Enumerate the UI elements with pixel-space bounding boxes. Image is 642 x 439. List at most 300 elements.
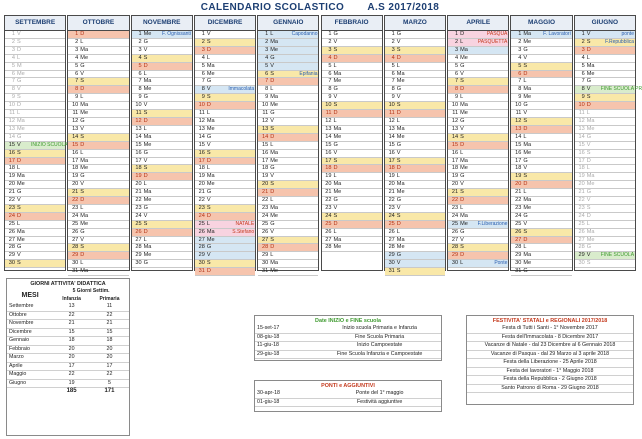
day-number: 4 [328,54,332,61]
day-number: 5 [518,62,522,69]
day-number: 15 [72,141,79,148]
day-row [132,134,192,142]
weekday: Me [80,110,89,117]
day-number: 18 [325,165,332,172]
day-row [448,78,508,86]
weekday: V [586,86,591,93]
weekday: D [523,70,528,77]
day-number: 14 [198,133,205,140]
weekday: Me [270,102,278,109]
weekday: Ma [270,149,278,156]
day-row [511,165,571,173]
primaria-cell: 21 [90,320,129,329]
day-number: 8 [138,86,142,93]
festivita-cell: Festa della Repubblica - 2 Giugno 2018 [467,376,633,385]
day-number: 7 [138,78,142,85]
day-number: 10 [198,102,205,109]
festivita-panel [466,315,634,405]
day-row [195,110,255,118]
day-row [68,118,128,126]
day-row [511,229,571,237]
day-row [575,173,635,181]
day-row [132,102,192,110]
festivita-cell: Santo Patrono di Roma - 29 Giugno 2018 [467,384,633,393]
weekday: L [586,54,590,61]
day-number: 23 [451,204,459,211]
day-row [385,205,445,213]
weekday: Me [270,157,278,164]
day-row [511,71,571,79]
weekday: D [523,236,528,243]
month-cell: Dicembre [7,328,53,337]
day-number: 22 [198,197,205,204]
inizio-row [255,350,441,359]
day-row [448,165,508,173]
weekday: D [333,110,338,117]
day-note: Immacolata [228,86,255,93]
weekday: Ma [80,46,89,53]
day-number: 30 [8,260,15,267]
description-cell: Fine Scuola Infanzia e Campoestate [318,350,441,359]
day-number: 7 [265,78,269,85]
day-number: 15 [388,141,395,148]
day-row [132,260,192,268]
day-number: 27 [578,236,585,243]
weekday: V [586,31,591,37]
day-number: 7 [391,78,395,85]
day-number: 11 [9,110,15,117]
day-row [575,71,635,79]
month-cell: Gennaio [7,337,53,346]
weekday: D [460,141,465,148]
weekday: V [80,181,85,188]
day-row [195,150,255,158]
weekday: D [586,212,591,219]
month-cell: Settembre [7,303,53,311]
weekday: Me [80,220,89,227]
day-number: 2 [454,38,459,45]
giorni-row [7,354,129,363]
day-row [575,229,635,237]
day-number: 24 [451,212,459,219]
giorni-row [7,371,129,380]
weekday: V [460,125,464,132]
weekday: L [143,181,147,188]
day-number: 11 [452,110,459,117]
weekday: S [143,220,148,227]
weekday: S [586,38,591,45]
day-number: 24 [135,212,142,219]
day-number: 19 [515,173,522,180]
day-row [258,237,318,245]
day-number: 22 [578,197,585,204]
day-row [322,118,382,126]
day-number: 29 [451,252,459,259]
weekday: L [80,149,84,156]
weekday: G [270,54,275,61]
day-row [385,142,445,150]
month-maggio [510,15,572,275]
day-number: 20 [388,181,395,188]
weekday: V [143,102,148,109]
day-row [5,31,65,39]
day-row [132,173,192,181]
day-number: 22 [451,197,459,204]
day-row [132,150,192,158]
day-row [322,150,382,158]
weekday: Ma [333,125,342,132]
month-header: MAGGIO [511,16,571,31]
day-row [132,181,192,189]
giorni-row [7,320,129,329]
festivita-table [467,325,633,393]
day-number: 10 [8,102,15,109]
day-row [448,126,508,134]
weekday: G [523,102,528,109]
inizio-table [255,325,441,359]
weekday: Ma [460,157,468,164]
day-number: 18 [578,165,585,172]
day-row [195,260,255,268]
weekday: Ma [80,102,89,109]
day-row [322,31,382,39]
weekday: Me [143,31,152,37]
day-row [448,55,508,63]
day-row [5,252,65,260]
month-cell: Ottobre [7,311,53,320]
weekday: D [333,165,338,172]
day-number: 7 [201,78,205,85]
weekday: D [523,181,528,188]
weekday: G [270,165,275,172]
day-row [322,78,382,86]
day-row [195,197,255,205]
day-row [195,165,255,173]
day-number: 12 [135,117,142,124]
day-number: 16 [578,149,585,156]
weekday: G [143,94,148,101]
day-row [258,55,318,63]
day-row [385,31,445,39]
day-row [575,126,635,134]
weekday: S [80,244,85,251]
weekday: Me [270,212,278,219]
day-row [132,229,192,237]
day-number: 1 [201,31,205,37]
weekday: Me [586,236,595,243]
day-number: 9 [391,94,395,101]
day-number: 11 [72,110,79,117]
day-number: 2 [75,38,79,45]
day-number: 17 [198,157,205,164]
weekday: Me [17,181,25,188]
day-row [511,213,571,221]
total-infanzia: 185 [66,388,77,394]
weekday: Me [80,54,89,61]
day-number: 12 [515,117,522,124]
day-number: 20 [451,181,459,188]
weekday: L [460,38,464,45]
day-number: 7 [11,78,15,85]
weekday: V [143,157,148,164]
day-number: 12 [8,117,15,124]
day-note: F. Ognissanti [161,31,191,37]
weekday: G [80,228,85,235]
day-number: 11 [388,110,395,117]
day-row [448,118,508,126]
day-row [448,142,508,150]
day-row [448,134,508,142]
day-row [575,142,635,150]
weekday: L [460,94,464,101]
weekday: Me [586,181,595,188]
weekday: G [333,31,338,37]
day-number: 11 [262,110,269,117]
festivita-cell: Vacanze di Pasqua - dal 29 Marzo al 3 aprile 2018 [467,350,633,359]
day-number: 1 [265,31,269,37]
day-number: 24 [515,212,522,219]
day-number: 3 [391,46,395,53]
day-number: 25 [578,220,585,227]
day-row [132,110,192,118]
day-number: 26 [388,228,395,235]
day-row [322,237,382,245]
day-row [132,78,192,86]
day-number: 26 [135,228,142,235]
day-number: 1 [138,31,142,37]
day-number: 6 [265,70,269,77]
day-number: 25 [325,220,332,227]
primaria-cell: 17 [90,362,129,371]
weekday: D [270,244,275,251]
weekday: G [206,133,212,140]
weekday: D [206,268,211,275]
day-row [385,39,445,47]
day-number: 5 [328,62,332,69]
day-number: 24 [8,212,15,219]
day-row [5,126,65,134]
weekday: L [460,260,464,267]
weekday: S [80,78,85,85]
day-number: 9 [328,94,332,101]
day-row [5,86,65,94]
day-number: 23 [135,204,142,211]
day-number: 18 [8,165,15,172]
weekday: G [17,244,22,251]
infanzia-cell: 22 [53,371,90,380]
month-dicembre [194,15,256,275]
weekday: V [80,236,85,243]
day-row [258,205,318,213]
weekday: V [270,117,274,124]
weekday: Ma [396,181,405,188]
day-number: 30 [578,260,585,267]
day-row [385,71,445,79]
weekday: Ma [523,252,532,259]
weekday: S [523,62,528,69]
day-number: 4 [138,54,142,61]
day-row [385,189,445,197]
day-row [448,173,508,181]
day-row [258,63,318,71]
day-number: 22 [8,197,15,204]
day-row [258,229,318,237]
weekday: S [270,125,274,132]
day-row [322,102,382,110]
day-row [511,142,571,150]
weekday: V [333,204,338,211]
primaria-cell: 5 [90,379,129,388]
month-header: GIUGNO [575,16,635,31]
day-row [132,71,192,79]
day-row [448,102,508,110]
weekday: G [206,244,212,251]
day-row [195,63,255,71]
month-header: MARZO [385,16,445,31]
day-number: 28 [578,244,585,251]
day-row [195,55,255,63]
weekday: G [460,117,465,124]
weekday: Ma [333,236,342,243]
weekday: V [586,197,591,204]
day-row [448,39,508,47]
day-row [448,260,508,268]
weekday: L [270,31,274,37]
day-number: 27 [261,236,269,243]
weekday: Me [17,70,25,77]
weekday: L [460,204,464,211]
day-number: 11 [135,110,142,117]
day-number: 30 [515,260,522,267]
weekday: L [80,94,84,101]
day-number: 1 [328,31,332,37]
day-number: 4 [454,54,459,61]
month-header: OTTOBRE [68,16,128,31]
day-number: 29 [388,252,395,259]
weekday: V [270,228,274,235]
weekday: L [17,54,21,61]
day-number: 1 [454,31,459,37]
day-number: 28 [135,244,142,251]
weekday: D [396,165,401,172]
weekday: V [80,125,85,132]
day-number: 10 [261,102,269,109]
day-row [511,78,571,86]
day-row [385,229,445,237]
day-number: 28 [515,244,522,251]
day-row [5,221,65,229]
day-row [5,189,65,197]
weekday: S [460,189,464,196]
day-number: 8 [201,86,205,93]
day-number: 11 [325,110,332,117]
weekday: Me [396,78,405,85]
weekday: L [143,125,147,132]
day-row [385,173,445,181]
day-row [575,134,635,142]
day-number: 20 [515,181,522,188]
day-row [575,237,635,245]
day-number: 27 [198,236,205,243]
day-number: 21 [8,189,15,196]
day-row [5,260,65,268]
day-row [448,47,508,55]
day-number: 20 [135,181,142,188]
weekday: G [523,157,528,164]
weekday: Ma [396,70,405,77]
month-cell: Aprile [7,362,53,371]
day-number: 8 [75,86,79,93]
weekday: Ma [523,31,532,37]
day-row [511,150,571,158]
weekday: G [80,173,85,180]
weekday: V [523,220,528,227]
day-number: 22 [135,197,142,204]
day-row [132,221,192,229]
day-row [385,150,445,158]
weekday: D [586,46,591,53]
weekday: S [143,165,148,172]
day-row [575,47,635,55]
day-number: 13 [135,125,142,132]
day-row [511,268,571,276]
day-row [258,110,318,118]
weekday: D [460,197,465,204]
weekday: D [460,252,465,259]
day-row [5,213,65,221]
day-number: 15 [451,141,459,148]
primaria-cell: 20 [90,345,129,354]
day-row [68,47,128,55]
day-row [68,134,128,142]
weekday: L [206,165,211,172]
day-number: 8 [328,86,332,93]
day-number: 13 [198,125,205,132]
inizio-fine-panel [254,315,442,361]
day-row [511,126,571,134]
weekday: V [206,252,211,259]
infanzia-cell: 19 [53,379,90,388]
day-row [322,142,382,150]
day-row [258,94,318,102]
day-row [511,252,571,260]
day-number: 5 [138,62,142,69]
weekday: G [333,86,338,93]
weekday: S [270,236,274,243]
weekday: D [270,133,275,140]
day-number: 19 [8,173,15,180]
day-row [448,71,508,79]
day-number: 3 [581,46,585,53]
weekday: Me [523,149,532,156]
day-row [258,158,318,166]
day-number: 14 [578,133,585,140]
weekday: Me [586,70,595,77]
day-number: 28 [72,244,79,251]
day-row [258,47,318,55]
day-number: 15 [578,141,585,148]
day-number: 29 [578,252,585,259]
day-number: 29 [72,252,79,259]
ponti-title: PONTI e AGGIUNTIVI [321,383,375,389]
day-number: 13 [515,125,522,132]
giorni-row [7,379,129,388]
primaria-cell: 22 [90,311,129,320]
day-row [575,31,635,39]
day-row [575,94,635,102]
weekday: D [143,173,148,180]
month-header: SETTEMBRE [5,16,65,31]
